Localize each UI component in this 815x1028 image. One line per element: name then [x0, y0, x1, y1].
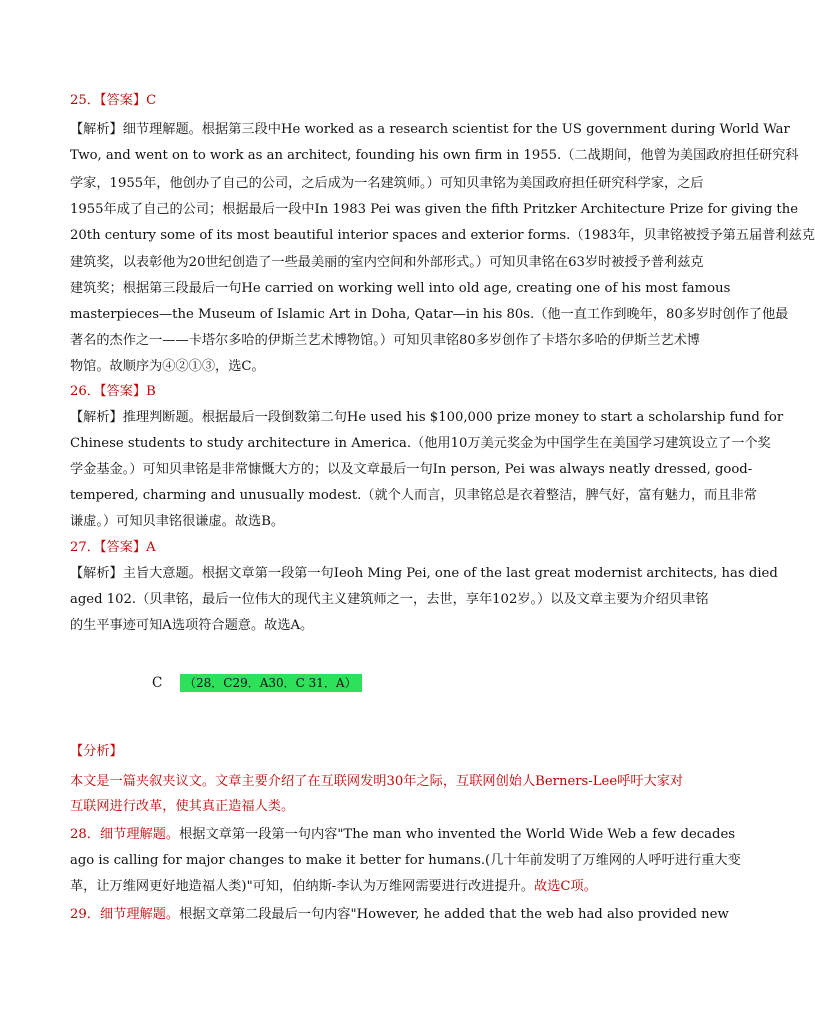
explanation-line-18: 27．【答案】A [70, 540, 156, 555]
explanation-line-8: 建筑奖；根据第三段最后一句He carried on working well into old age, creating one of his most famous [70, 281, 731, 296]
analysis-line-5: ago is calling for major changes to make it better for humans.(几十年前发明了万维网的人呼吁进行重大变 [70, 853, 741, 868]
explanation-line-2: 【解析】细节理解题。根据第三段中He worked as a research scientist for the US government during World War [70, 122, 790, 137]
explanation-line-13: 【解析】推理判断题。根据最后一段倒数第二句He used his $100,000 prize money to start a scholarship fund for [70, 410, 784, 425]
explanation-line-17: 谦虚。）可知贝聿铭很谦虚。故选B。 [70, 514, 285, 529]
analysis-line-3: 互联网进行改革，使其真正造福人类。 [70, 799, 295, 814]
explanation-line-10: 著名的杰作之一——卡塔尔多哈的伊斯兰艺术博物馆。）可知贝聿铭80多岁创作了卡塔尔多哈的伊斯兰艺术博 [70, 333, 700, 348]
explanation-line-11: 物馆。故顺序为④②①③，选C。 [70, 359, 265, 374]
explanation-line-9: masterpieces—the Museum of Islamic Art in Doha, Qatar—in his 80s.（他一直工作到晚年，80多岁时创作了他最 [70, 307, 789, 322]
explanation-line-6: 20th century some of its most beautiful interior spaces and exterior forms.（1983年，贝聿铭被授予第五届普利兹克 [70, 228, 815, 243]
analysis-line-7: 29．细节理解题。根据文章第二段最后一句内容"However, he added that the web had also provided new [70, 907, 729, 922]
explanation-line-7: 建筑奖，以表彰他为20世纪创造了一些最美丽的室内空间和外部形式。）可知贝聿铭在63岁时被授予普利兹克 [70, 255, 704, 270]
explanation-line-3: Two, and went on to work as an architect, founding his own firm in 1955.（二战期间，他曾为美国政府担任研究科 [70, 148, 799, 163]
explanation-line-15: 学金基金。）可知贝聿铭是非常慷慨大方的；以及文章最后一句In person, Pei was always neatly dressed, good- [70, 462, 753, 477]
explanation-line-16: tempered, charming and unusually modest.（就个人而言，贝聿铭总是衣着整洁，脾气好，富有魅力，而且非常 [70, 488, 757, 503]
explanation-line-12: 26．【答案】B [70, 384, 156, 399]
analysis-line-4: 28．细节理解题。根据文章第一段第一句内容"The man who invented the World Wide Web a few decades [70, 827, 736, 842]
explanation-line-5: 1955年成了自己的公司；根据最后一段中In 1983 Pei was given the fifth Pritzker Architecture Prize for giving the [70, 202, 799, 217]
explanation-line-19: 【解析】主旨大意题。根据文章第一段第一句Ieoh Ming Pei, one of the last great modernist architects, has died [70, 566, 778, 581]
analysis-line-2: 本文是一篇夹叙夹议文。文章主要介绍了在互联网发明30年之际，互联网创始人Berners-Lee呼吁大家对 [70, 774, 684, 789]
explanation-line-1: 25．【答案】C [70, 93, 157, 108]
explanation-line-20: aged 102.（贝聿铭，最后一位伟大的现代主义建筑师之一，去世，享年102岁。）以及文章主要为介绍贝聿铭 [70, 592, 709, 607]
answer-letter: C [152, 675, 163, 691]
answer-key-highlight: （28．C29．A30．C 31．A） [180, 674, 362, 692]
explanation-line-14: Chinese students to study architecture in America.（他用10万美元奖金为中国学生在美国学习建筑设立了一个奖 [70, 436, 771, 451]
analysis-line-6: 革，让万维网更好地造福人类)"可知，伯纳斯-李认为万维网需要进行改进提升。故选C项。 [70, 879, 597, 894]
explanation-line-21: 的生平事迹可知A选项符合题意。故选A。 [70, 618, 314, 633]
explanation-line-4: 学家，1955年，他创办了自己的公司，之后成为一名建筑师。）可知贝聿铭为美国政府担任研究科学家，之后 [70, 176, 704, 191]
analysis-line-1: 【分析】 [70, 744, 123, 759]
